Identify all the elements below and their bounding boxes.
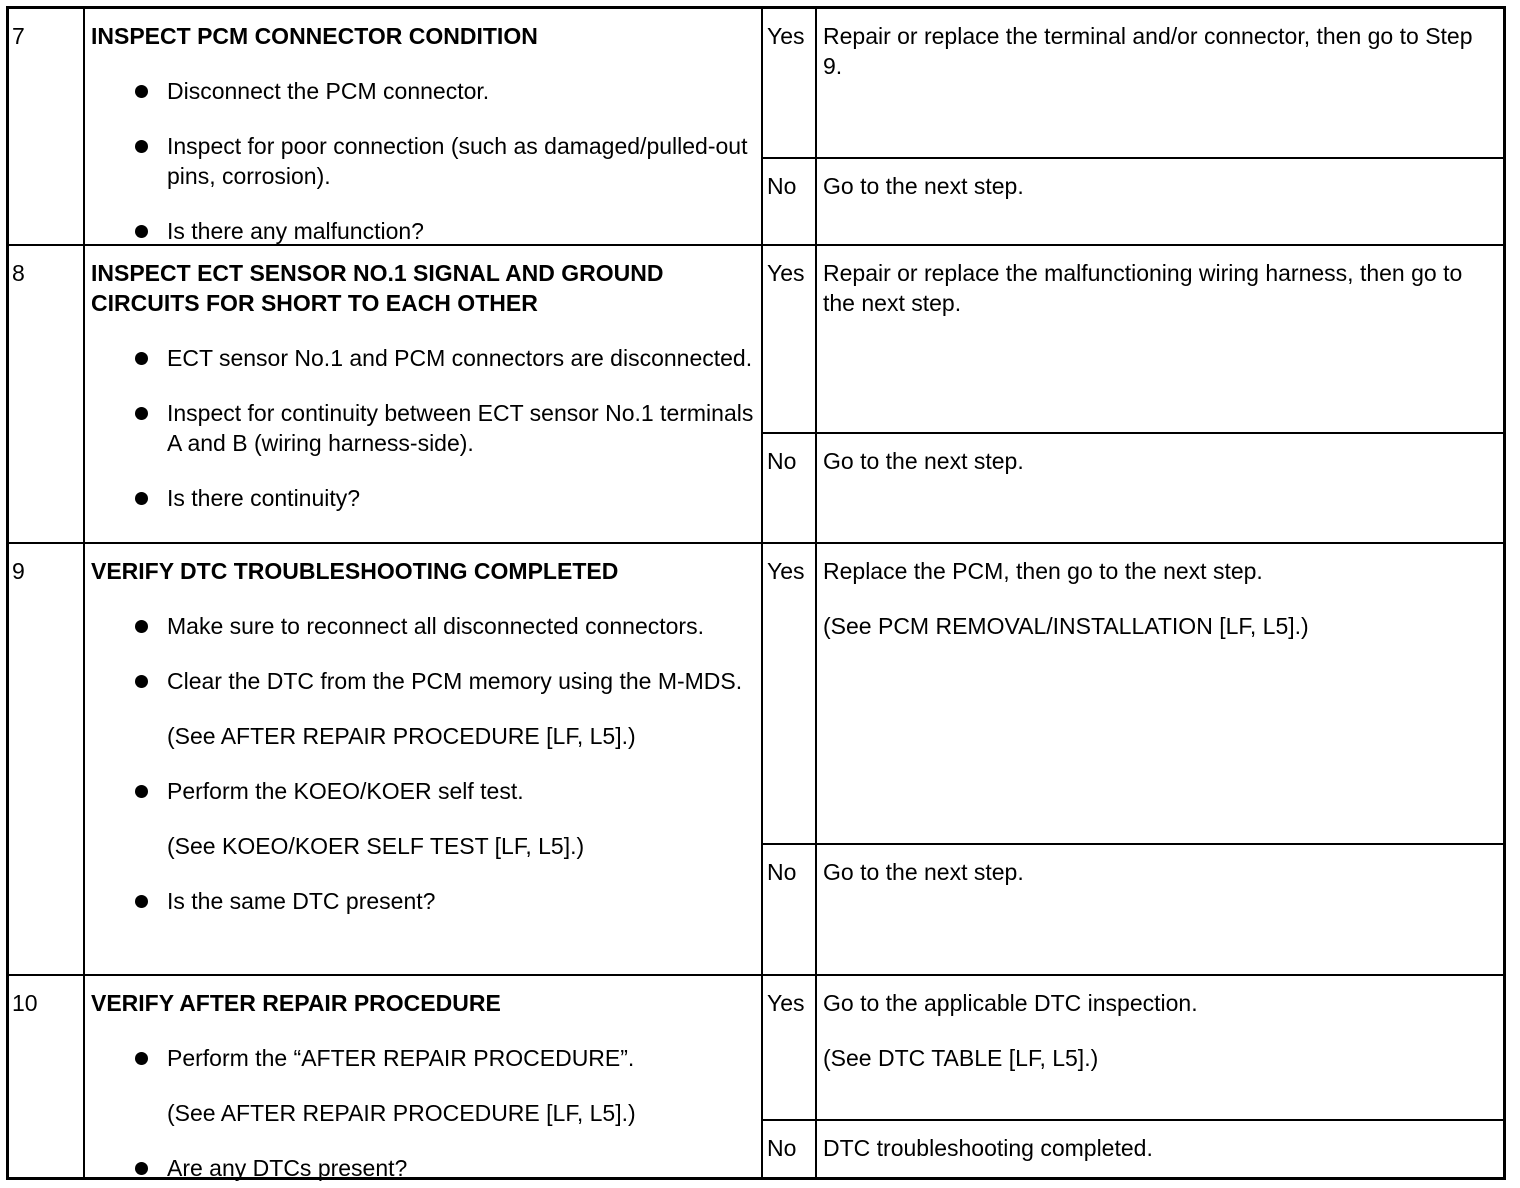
- list-item-text: Disconnect the PCM connector.: [167, 78, 490, 104]
- list-item: [91, 776, 761, 806]
- no-action: [817, 434, 1503, 542]
- step-title: INSPECT PCM CONNECTOR CONDITION: [91, 23, 538, 49]
- yes-action-text: Repair or replace the terminal and/or connector, then go to Step 9.: [823, 23, 1473, 79]
- answer-yes: [763, 544, 1503, 845]
- list-item-text: Make sure to reconnect all disconnected connectors.: [167, 613, 704, 639]
- step-number: 7: [9, 9, 85, 244]
- yes-label: Yes: [763, 9, 817, 157]
- procedure-list: [91, 343, 761, 513]
- step-procedure: [85, 544, 763, 974]
- bullet-icon: [135, 352, 148, 365]
- step-number: 8: [9, 246, 85, 542]
- step-procedure: [85, 9, 763, 244]
- list-item-text: Is there any malfunction?: [167, 218, 424, 244]
- step-answers: [763, 544, 1503, 974]
- list-item: [91, 216, 761, 246]
- list-item: [91, 398, 761, 458]
- list-item: [91, 611, 761, 641]
- yes-label: Yes: [763, 544, 817, 843]
- yes-action: [817, 544, 1503, 843]
- bullet-icon: [135, 620, 148, 633]
- yes-action: [817, 246, 1503, 432]
- procedure-list: [91, 1153, 761, 1183]
- bullet-icon: [135, 1162, 148, 1175]
- list-item: [91, 1153, 761, 1183]
- yes-action: [817, 9, 1503, 157]
- bullet-icon: [135, 492, 148, 505]
- reference-note: (See AFTER REPAIR PROCEDURE [LF, L5].): [167, 1100, 636, 1126]
- step-answers: [763, 976, 1503, 1177]
- bullet-icon: [135, 225, 148, 238]
- bullet-icon: [135, 1052, 148, 1065]
- yes-action-text: Repair or replace the malfunctioning wiring harness, then go to the next step.: [823, 260, 1463, 316]
- list-item-text: Inspect for continuity between ECT sensor No.1 terminals A and B (wiring harness-side).: [167, 400, 754, 456]
- list-item: [91, 1043, 761, 1073]
- list-item: [91, 343, 761, 373]
- no-action: [817, 845, 1503, 974]
- no-label: No: [763, 434, 817, 542]
- bullet-icon: [135, 407, 148, 420]
- yes-action: [817, 976, 1503, 1119]
- step-title: INSPECT ECT SENSOR NO.1 SIGNAL AND GROUND CIRCUITS FOR SHORT TO EACH OTHER: [91, 260, 664, 316]
- bullet-icon: [135, 85, 148, 98]
- procedure-list: [91, 611, 761, 696]
- table-row-step-10: [9, 976, 1503, 1181]
- list-item: [91, 886, 761, 916]
- step-number: 10: [9, 976, 85, 1177]
- answer-yes: [763, 976, 1503, 1121]
- procedure-list: [91, 76, 761, 246]
- answer-yes: [763, 9, 1503, 159]
- list-item-text: Are any DTCs present?: [167, 1155, 408, 1181]
- procedure-list: [91, 886, 761, 916]
- answer-no: [763, 845, 1503, 974]
- list-item: [91, 131, 761, 191]
- step-title: VERIFY AFTER REPAIR PROCEDURE: [91, 990, 501, 1016]
- step-number: 9: [9, 544, 85, 974]
- procedure-list: [91, 776, 761, 806]
- bullet-icon: [135, 785, 148, 798]
- no-action-text: Go to the next step.: [823, 448, 1024, 474]
- answer-yes: [763, 246, 1503, 434]
- list-item-text: Clear the DTC from the PCM memory using the M-MDS.: [167, 668, 743, 694]
- yes-label: Yes: [763, 976, 817, 1119]
- troubleshooting-table: [6, 6, 1506, 1180]
- list-item: [91, 666, 761, 696]
- list-item: [91, 483, 761, 513]
- no-label: No: [763, 845, 817, 974]
- step-procedure: [85, 976, 763, 1181]
- yes-reference-note: (See PCM REMOVAL/INSTALLATION [LF, L5].): [823, 613, 1309, 639]
- table-row-step-7: [9, 9, 1503, 246]
- step-procedure: [85, 246, 763, 542]
- list-item-text: Perform the KOEO/KOER self test.: [167, 778, 524, 804]
- yes-action-text: Replace the PCM, then go to the next step.: [823, 558, 1263, 584]
- answer-no: [763, 434, 1503, 542]
- step-title: VERIFY DTC TROUBLESHOOTING COMPLETED: [91, 558, 619, 584]
- answer-no: [763, 1121, 1503, 1177]
- no-action: [817, 1121, 1503, 1177]
- list-item-text: Is the same DTC present?: [167, 888, 436, 914]
- no-action-text: DTC troubleshooting completed.: [823, 1135, 1153, 1161]
- list-item: [91, 76, 761, 106]
- answer-no: [763, 159, 1503, 244]
- no-label: No: [763, 1121, 817, 1177]
- bullet-icon: [135, 895, 148, 908]
- table-row-step-9: [9, 544, 1503, 976]
- no-action-text: Go to the next step.: [823, 173, 1024, 199]
- reference-note: (See AFTER REPAIR PROCEDURE [LF, L5].): [167, 723, 636, 749]
- step-answers: [763, 246, 1503, 542]
- step-answers: [763, 9, 1503, 244]
- list-item-text: Inspect for poor connection (such as damaged/pulled-out pins, corrosion).: [167, 133, 748, 189]
- bullet-icon: [135, 140, 148, 153]
- bullet-icon: [135, 675, 148, 688]
- no-action: [817, 159, 1503, 244]
- reference-note: (See KOEO/KOER SELF TEST [LF, L5].): [167, 833, 585, 859]
- yes-label: Yes: [763, 246, 817, 432]
- list-item-text: Is there continuity?: [167, 485, 361, 511]
- list-item-text: Perform the “AFTER REPAIR PROCEDURE”.: [167, 1045, 635, 1071]
- yes-reference-note: (See DTC TABLE [LF, L5].): [823, 1045, 1099, 1071]
- procedure-list: [91, 1043, 761, 1073]
- no-label: No: [763, 159, 817, 244]
- table-row-step-8: [9, 246, 1503, 544]
- yes-action-text: Go to the applicable DTC inspection.: [823, 990, 1198, 1016]
- list-item-text: ECT sensor No.1 and PCM connectors are disconnected.: [167, 345, 753, 371]
- no-action-text: Go to the next step.: [823, 859, 1024, 885]
